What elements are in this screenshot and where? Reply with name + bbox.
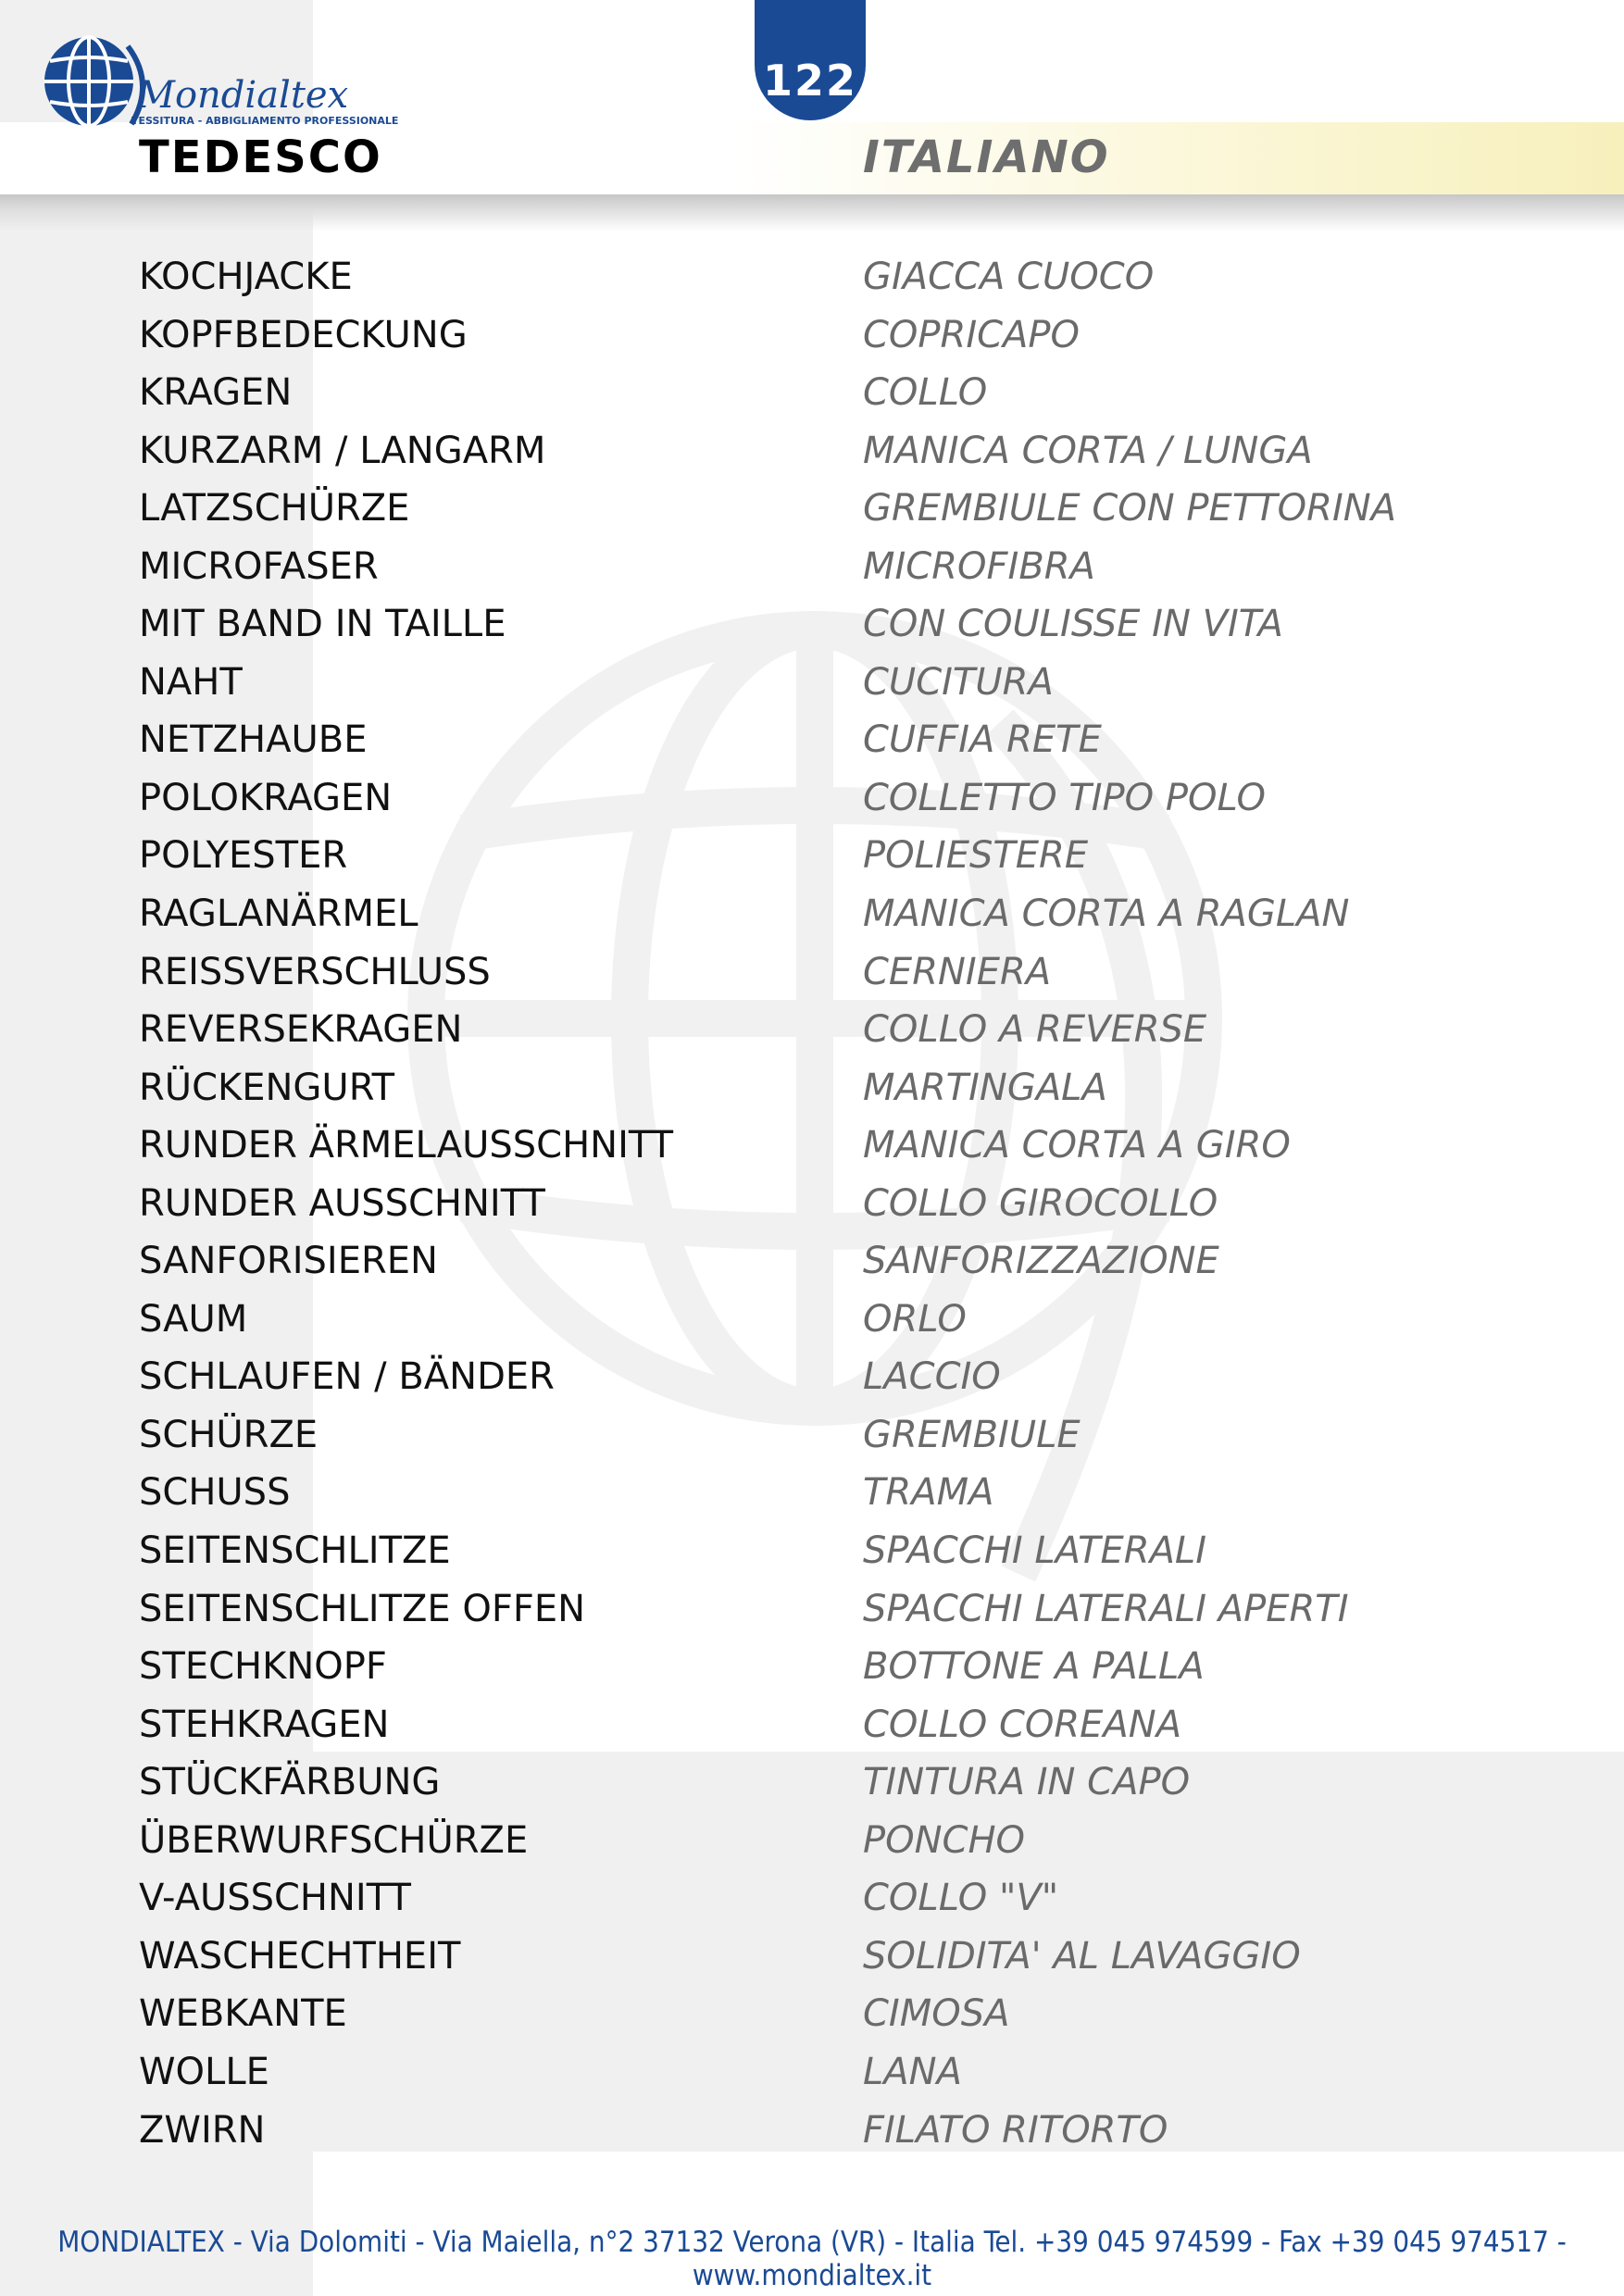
footer-address: MONDIALTEX - Via Dolomiti - Via Maiella, n°2 37132 Verona (VR) - Italia Tel. +39 045 974599 - Fax +39 045 974517 - www.mondialtex.it xyxy=(57,2226,1567,2292)
column-header-german: TEDESCO xyxy=(139,131,382,183)
german-term: WASCHECHTHEIT xyxy=(139,1934,461,1978)
german-term: KOCHJACKE xyxy=(139,256,353,298)
italian-term: LACCIO xyxy=(863,1355,1001,1399)
german-term: NAHT xyxy=(139,660,243,704)
glossary-row xyxy=(0,1348,1624,1406)
glossary-row xyxy=(0,1696,1624,1754)
german-term: LATZSCHÜRZE xyxy=(139,487,410,530)
column-header-italian: ITALIANO xyxy=(863,131,1110,183)
german-term: MIT BAND IN TAILLE xyxy=(139,603,506,646)
german-term: RÜCKENGURT xyxy=(139,1066,395,1109)
italian-term: COLLO COREANA xyxy=(863,1703,1182,1746)
italian-term: COPRICAPO xyxy=(863,313,1081,356)
italian-term: CERNIERA xyxy=(863,950,1052,993)
italian-term: BOTTONE A PALLA xyxy=(863,1645,1205,1689)
italian-term: COLLO "V" xyxy=(863,1877,1059,1920)
glossary-row xyxy=(0,1291,1624,1349)
glossary-row xyxy=(0,480,1624,538)
glossary-row xyxy=(0,1464,1624,1522)
glossary-row xyxy=(0,1985,1624,2043)
italian-term: GREMBIULE CON PETTORINA xyxy=(863,487,1397,530)
italian-term: COLLO GIROCOLLO xyxy=(863,1181,1218,1225)
italian-term: SPACCHI LATERALI APERTI xyxy=(863,1587,1349,1630)
italian-term: PONCHO xyxy=(863,1818,1026,1862)
german-term: KOPFBEDECKUNG xyxy=(139,313,468,356)
glossary-row xyxy=(0,1753,1624,1812)
german-term: REVERSEKRAGEN xyxy=(139,1008,463,1052)
italian-term: CUCITURA xyxy=(863,660,1054,704)
italian-term: GIACCA CUOCO xyxy=(863,256,1155,298)
german-term: SEITENSCHLITZE OFFEN xyxy=(139,1587,586,1630)
german-term: SCHÜRZE xyxy=(139,1413,319,1456)
mondialtex-logo xyxy=(35,28,406,131)
glossary-row xyxy=(0,595,1624,654)
german-term: SANFORISIEREN xyxy=(139,1240,438,1283)
italian-term: CON COULISSE IN VITA xyxy=(863,603,1283,646)
italian-term: COLLO xyxy=(863,371,988,415)
italian-term: TINTURA IN CAPO xyxy=(863,1761,1191,1804)
german-term: REISSVERSCHLUSS xyxy=(139,950,491,993)
glossary-row xyxy=(0,1406,1624,1465)
italian-term: GREMBIULE xyxy=(863,1413,1081,1456)
glossary-row xyxy=(0,654,1624,712)
italian-term: COLLO A REVERSE xyxy=(863,1008,1207,1052)
italian-term: TRAMA xyxy=(863,1471,994,1515)
glossary-row xyxy=(0,1812,1624,1870)
italian-term: ORLO xyxy=(863,1297,967,1341)
glossary-row xyxy=(0,364,1624,422)
glossary-row xyxy=(0,885,1624,943)
svg-text:TESSITURA - ABBIGLIAMENTO PROF: TESSITURA - ABBIGLIAMENTO PROFESSIONALE xyxy=(131,115,399,127)
italian-term: FILATO RITORTO xyxy=(863,2108,1168,2152)
glossary-row xyxy=(0,538,1624,596)
german-term: STEHKRAGEN xyxy=(139,1703,390,1746)
italian-term: SANFORIZZAZIONE xyxy=(863,1240,1219,1283)
glossary-row xyxy=(0,1638,1624,1696)
glossary-row xyxy=(0,248,1624,306)
german-term: STÜCKFÄRBUNG xyxy=(139,1761,441,1804)
glossary-row xyxy=(0,2043,1624,2102)
german-term: WEBKANTE xyxy=(139,1992,347,2036)
german-term: ÜBERWURFSCHÜRZE xyxy=(139,1818,529,1862)
german-term: POLOKRAGEN xyxy=(139,776,393,819)
glossary-row xyxy=(0,1232,1624,1291)
glossary-row xyxy=(0,1869,1624,1928)
german-term: RAGLANÄRMEL xyxy=(139,892,418,936)
glossary-row xyxy=(0,1522,1624,1580)
glossary-row xyxy=(0,2102,1624,2160)
glossary-row xyxy=(0,1928,1624,1986)
german-term: POLYESTER xyxy=(139,834,348,878)
globe-logo-icon xyxy=(44,37,143,126)
german-term: KRAGEN xyxy=(139,371,293,415)
german-term: MICROFASER xyxy=(139,544,379,588)
glossary-row xyxy=(0,711,1624,769)
italian-term: MANICA CORTA A GIRO xyxy=(863,1124,1291,1167)
glossary-row xyxy=(0,1001,1624,1059)
page-number: 122 xyxy=(762,56,858,106)
italian-term: MARTINGALA xyxy=(863,1066,1107,1109)
german-term: NETZHAUBE xyxy=(139,718,368,762)
glossary-row xyxy=(0,827,1624,885)
glossary-row xyxy=(0,769,1624,828)
italian-term: MICROFIBRA xyxy=(863,544,1095,588)
svg-text:Mondialtex: Mondialtex xyxy=(137,74,349,117)
italian-term: MANICA CORTA A RAGLAN xyxy=(863,892,1350,936)
german-term: WOLLE xyxy=(139,2050,269,2093)
glossary-row xyxy=(0,422,1624,480)
italian-term: CIMOSA xyxy=(863,1992,1010,2036)
glossary-row xyxy=(0,943,1624,1002)
german-term: V-AUSSCHNITT xyxy=(139,1877,411,1920)
glossary-row xyxy=(0,1175,1624,1233)
german-term: STECHKNOPF xyxy=(139,1645,387,1689)
german-term: RUNDER AUSSCHNITT xyxy=(139,1181,545,1225)
german-term: ZWIRN xyxy=(139,2108,266,2152)
german-term: KURZARM / LANGARM xyxy=(139,429,546,472)
glossary-row xyxy=(0,1117,1624,1175)
italian-term: SOLIDITA' AL LAVAGGIO xyxy=(863,1934,1301,1978)
italian-term: MANICA CORTA / LUNGA xyxy=(863,429,1313,472)
glossary-list xyxy=(0,248,1624,2159)
glossary-row xyxy=(0,1059,1624,1117)
german-term: RUNDER ÄRMELAUSSCHNITT xyxy=(139,1124,674,1167)
german-term: SEITENSCHLITZE xyxy=(139,1529,451,1573)
german-term: SCHUSS xyxy=(139,1471,291,1515)
italian-term: LANA xyxy=(863,2050,962,2093)
italian-term: COLLETTO TIPO POLO xyxy=(863,776,1267,819)
italian-term: POLIESTERE xyxy=(863,834,1089,878)
italian-term: CUFFIA RETE xyxy=(863,718,1102,762)
german-term: SCHLAUFEN / BÄNDER xyxy=(139,1355,555,1399)
german-term: SAUM xyxy=(139,1297,248,1341)
italian-term: SPACCHI LATERALI xyxy=(863,1529,1207,1573)
glossary-row xyxy=(0,306,1624,365)
header-shadow xyxy=(0,194,1624,231)
glossary-row xyxy=(0,1580,1624,1639)
